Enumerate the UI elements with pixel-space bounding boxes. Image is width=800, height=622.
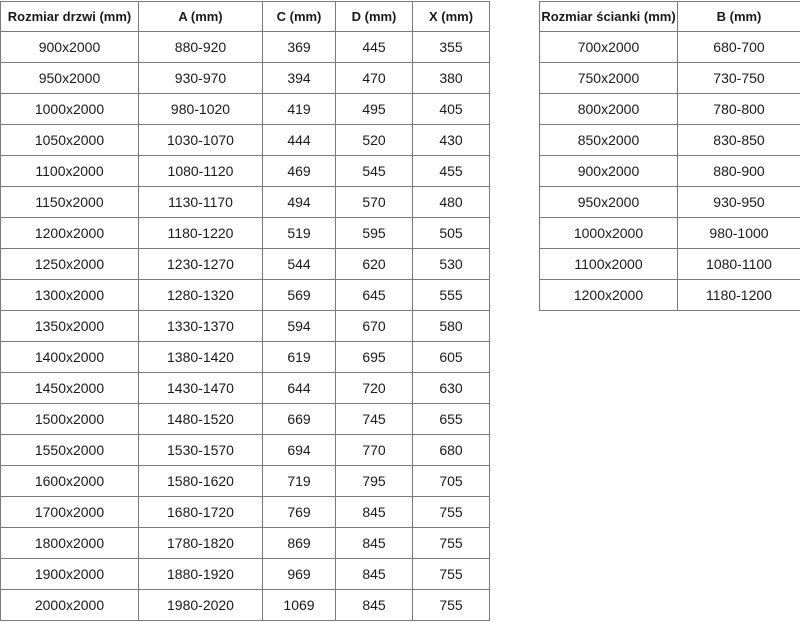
cell-c: 594 — [263, 311, 336, 342]
table-row — [1, 590, 490, 621]
cell-x: 505 — [413, 218, 490, 249]
cell-d: 670 — [336, 311, 413, 342]
cell-a: 1580-1620 — [139, 466, 263, 497]
cell-c: 1069 — [263, 590, 336, 621]
cell-wall-size: 1000x2000 — [540, 218, 678, 249]
table-row — [1, 373, 490, 404]
cell-d: 745 — [336, 404, 413, 435]
cell-door-size: 1450x2000 — [1, 373, 139, 404]
cell-a: 1880-1920 — [139, 559, 263, 590]
cell-x: 455 — [413, 156, 490, 187]
cell-a: 1980-2020 — [139, 590, 263, 621]
cell-door-size: 900x2000 — [1, 32, 139, 63]
cell-door-size: 1500x2000 — [1, 404, 139, 435]
table-row — [1, 218, 490, 249]
table-row — [1, 187, 490, 218]
cell-x: 755 — [413, 528, 490, 559]
cell-b: 980-1000 — [678, 218, 800, 249]
cell-door-size: 950x2000 — [1, 63, 139, 94]
cell-c: 969 — [263, 559, 336, 590]
cell-d: 845 — [336, 559, 413, 590]
cell-d: 470 — [336, 63, 413, 94]
door-sizes-table-body — [1, 32, 490, 621]
cell-a: 1230-1270 — [139, 249, 263, 280]
cell-x: 555 — [413, 280, 490, 311]
table-row — [540, 125, 800, 156]
cell-d: 595 — [336, 218, 413, 249]
cell-x: 755 — [413, 590, 490, 621]
cell-x: 580 — [413, 311, 490, 342]
cell-b: 930-950 — [678, 187, 800, 218]
cell-c: 419 — [263, 94, 336, 125]
cell-b: 780-800 — [678, 94, 800, 125]
cell-b: 680-700 — [678, 32, 800, 63]
cell-d: 845 — [336, 590, 413, 621]
cell-x: 530 — [413, 249, 490, 280]
cell-d: 695 — [336, 342, 413, 373]
cell-wall-size: 900x2000 — [540, 156, 678, 187]
cell-d: 570 — [336, 187, 413, 218]
wall-sizes-table-body — [540, 32, 800, 311]
cell-c: 644 — [263, 373, 336, 404]
cell-a: 1130-1170 — [139, 187, 263, 218]
cell-a: 930-970 — [139, 63, 263, 94]
table-row — [1, 156, 490, 187]
cell-b: 880-900 — [678, 156, 800, 187]
cell-d: 770 — [336, 435, 413, 466]
table-row — [1, 32, 490, 63]
cell-x: 605 — [413, 342, 490, 373]
cell-a: 1530-1570 — [139, 435, 263, 466]
cell-door-size: 1150x2000 — [1, 187, 139, 218]
cell-d: 545 — [336, 156, 413, 187]
cell-a: 1780-1820 — [139, 528, 263, 559]
cell-wall-size: 700x2000 — [540, 32, 678, 63]
cell-x: 680 — [413, 435, 490, 466]
cell-c: 669 — [263, 404, 336, 435]
cell-wall-size: 800x2000 — [540, 94, 678, 125]
cell-b: 830-850 — [678, 125, 800, 156]
cell-x: 355 — [413, 32, 490, 63]
cell-a: 1030-1070 — [139, 125, 263, 156]
door-sizes-table — [0, 1, 490, 621]
cell-c: 494 — [263, 187, 336, 218]
column-header-c: C (mm) — [263, 2, 336, 32]
cell-d: 720 — [336, 373, 413, 404]
cell-door-size: 1600x2000 — [1, 466, 139, 497]
cell-c: 869 — [263, 528, 336, 559]
cell-door-size: 1550x2000 — [1, 435, 139, 466]
cell-d: 520 — [336, 125, 413, 156]
cell-wall-size: 850x2000 — [540, 125, 678, 156]
cell-wall-size: 750x2000 — [540, 63, 678, 94]
cell-door-size: 1400x2000 — [1, 342, 139, 373]
cell-door-size: 1250x2000 — [1, 249, 139, 280]
column-header-wall-size: Rozmiar ścianki (mm) — [540, 2, 678, 32]
cell-a: 880-920 — [139, 32, 263, 63]
table-row — [1, 342, 490, 373]
cell-c: 369 — [263, 32, 336, 63]
cell-b: 1080-1100 — [678, 249, 800, 280]
table-row — [1, 559, 490, 590]
column-header-x: X (mm) — [413, 2, 490, 32]
cell-wall-size: 1200x2000 — [540, 280, 678, 311]
table-row — [540, 187, 800, 218]
table-row — [1, 466, 490, 497]
cell-x: 630 — [413, 373, 490, 404]
column-header-d: D (mm) — [336, 2, 413, 32]
cell-c: 444 — [263, 125, 336, 156]
cell-x: 430 — [413, 125, 490, 156]
table-row — [540, 156, 800, 187]
table-row — [1, 249, 490, 280]
cell-x: 705 — [413, 466, 490, 497]
table-row — [540, 280, 800, 311]
cell-a: 1480-1520 — [139, 404, 263, 435]
cell-wall-size: 950x2000 — [540, 187, 678, 218]
cell-c: 719 — [263, 466, 336, 497]
cell-x: 755 — [413, 497, 490, 528]
table-row — [540, 218, 800, 249]
cell-x: 655 — [413, 404, 490, 435]
cell-door-size: 2000x2000 — [1, 590, 139, 621]
cell-d: 445 — [336, 32, 413, 63]
cell-x: 480 — [413, 187, 490, 218]
cell-a: 1680-1720 — [139, 497, 263, 528]
cell-c: 544 — [263, 249, 336, 280]
cell-door-size: 1200x2000 — [1, 218, 139, 249]
header-row — [1, 2, 490, 32]
cell-door-size: 1350x2000 — [1, 311, 139, 342]
cell-c: 469 — [263, 156, 336, 187]
column-header-a: A (mm) — [139, 2, 263, 32]
cell-c: 619 — [263, 342, 336, 373]
cell-x: 405 — [413, 94, 490, 125]
cell-d: 845 — [336, 528, 413, 559]
cell-a: 1080-1120 — [139, 156, 263, 187]
cell-d: 795 — [336, 466, 413, 497]
table-row — [1, 528, 490, 559]
table-row — [1, 497, 490, 528]
door-sizes-table-header — [1, 2, 490, 32]
cell-door-size: 1050x2000 — [1, 125, 139, 156]
cell-a: 1330-1370 — [139, 311, 263, 342]
cell-x: 755 — [413, 559, 490, 590]
cell-wall-size: 1100x2000 — [540, 249, 678, 280]
table-row — [1, 311, 490, 342]
cell-door-size: 1000x2000 — [1, 94, 139, 125]
wall-sizes-table — [539, 1, 800, 311]
cell-d: 620 — [336, 249, 413, 280]
cell-a: 1280-1320 — [139, 280, 263, 311]
table-row — [540, 32, 800, 63]
table-row — [1, 280, 490, 311]
cell-a: 1380-1420 — [139, 342, 263, 373]
column-header-door-size: Rozmiar drzwi (mm) — [1, 2, 139, 32]
table-row — [540, 63, 800, 94]
header-row — [540, 2, 800, 32]
cell-door-size: 1700x2000 — [1, 497, 139, 528]
cell-a: 980-1020 — [139, 94, 263, 125]
cell-c: 519 — [263, 218, 336, 249]
cell-x: 380 — [413, 63, 490, 94]
cell-b: 730-750 — [678, 63, 800, 94]
cell-d: 845 — [336, 497, 413, 528]
cell-c: 394 — [263, 63, 336, 94]
cell-d: 645 — [336, 280, 413, 311]
cell-door-size: 1100x2000 — [1, 156, 139, 187]
cell-c: 769 — [263, 497, 336, 528]
cell-door-size: 1800x2000 — [1, 528, 139, 559]
table-row — [1, 63, 490, 94]
table-row — [540, 249, 800, 280]
wall-sizes-table-header — [540, 2, 800, 32]
table-row — [540, 94, 800, 125]
table-row — [1, 125, 490, 156]
cell-b: 1180-1200 — [678, 280, 800, 311]
table-row — [1, 404, 490, 435]
table-row — [1, 435, 490, 466]
column-header-b: B (mm) — [678, 2, 800, 32]
cell-door-size: 1900x2000 — [1, 559, 139, 590]
cell-a: 1180-1220 — [139, 218, 263, 249]
cell-a: 1430-1470 — [139, 373, 263, 404]
cell-c: 694 — [263, 435, 336, 466]
table-row — [1, 94, 490, 125]
cell-c: 569 — [263, 280, 336, 311]
cell-door-size: 1300x2000 — [1, 280, 139, 311]
cell-d: 495 — [336, 94, 413, 125]
